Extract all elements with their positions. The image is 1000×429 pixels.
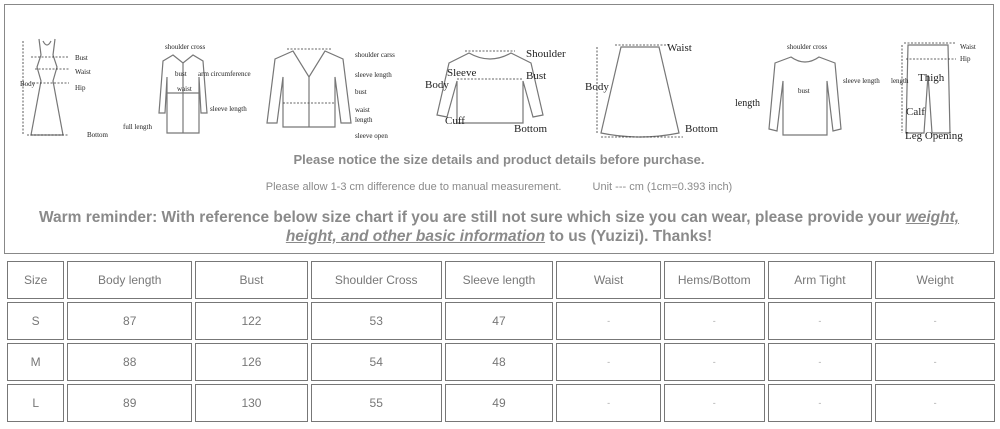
pullover-icon: [767, 53, 843, 139]
dress-icon: [17, 37, 77, 141]
sweater-shoulder-label: Shoulder: [526, 48, 566, 60]
column-header: Bust: [195, 261, 308, 299]
size-cell: L: [7, 384, 64, 422]
table-header-row: [7, 261, 995, 299]
sweater-body-label: Body: [425, 79, 449, 91]
table-cell: 53: [311, 302, 442, 340]
coat-diagram: [155, 53, 211, 135]
dress-body-label: Body: [20, 80, 36, 88]
measurement-notice: [5, 181, 993, 193]
coat-bust-label: bust: [175, 70, 187, 78]
table-cell: -: [768, 384, 873, 422]
sweater-bust-label: Bust: [526, 70, 547, 82]
coat-length-label: full length: [123, 123, 152, 131]
pants-diagram: [898, 41, 958, 137]
dress-bust-label: Bust: [75, 54, 88, 62]
sweater-cuff-label: Cuff: [445, 115, 465, 127]
size-table: [4, 258, 998, 425]
column-header: Waist: [556, 261, 661, 299]
jacket-shoulder-label: shoulder carss: [355, 51, 395, 59]
skirt-waist-label: Waist: [667, 42, 692, 54]
column-header: Shoulder Cross: [311, 261, 442, 299]
table-cell: 48: [445, 343, 554, 381]
pants-icon: [898, 41, 958, 137]
table-cell: -: [664, 384, 765, 422]
sweater-sleeve-label: Sleeve: [447, 67, 477, 79]
size-cell: S: [7, 302, 64, 340]
table-cell: -: [768, 343, 873, 381]
pullover-sleeve-label: sleeve length: [843, 77, 880, 85]
dress-waist-label: Waist: [75, 68, 91, 76]
column-header: Weight: [875, 261, 995, 299]
dress-bottom-label: Bottom: [87, 131, 109, 139]
table-cell: -: [556, 343, 661, 381]
jacket-sleeve-open-label: sleeve open: [355, 132, 388, 140]
pullover-length-label: length: [735, 98, 760, 109]
reminder-text: Warm reminder: With reference below size chart if you are still not sure which size you can wear, please provide your: [38, 209, 902, 226]
pants-calf-label: Calf: [906, 106, 925, 118]
dress-hip-label: Hip: [75, 84, 86, 92]
table-cell: -: [556, 384, 661, 422]
jacket-length-label: length: [355, 116, 373, 124]
table-cell: 87: [67, 302, 192, 340]
pants-thigh-label: Thigh: [918, 72, 945, 84]
table-cell: 122: [195, 302, 308, 340]
dress-diagram: [17, 37, 77, 141]
jacket-bust-label: bust: [355, 88, 367, 96]
column-header: Body length: [67, 261, 192, 299]
table-cell: 130: [195, 384, 308, 422]
table-cell: -: [768, 302, 873, 340]
pants-length-label: length: [891, 77, 909, 85]
pullover-shoulder-label: shoulder cross: [787, 43, 828, 51]
pullover-diagram: [767, 53, 843, 139]
purchase-notice: Please notice the size details and product details before purchase.: [293, 152, 705, 167]
jacket-waist-label: waist: [355, 106, 370, 114]
reminder-weight-link[interactable]: weight,: [905, 209, 960, 226]
table-row: [7, 384, 995, 422]
table-cell: 55: [311, 384, 442, 422]
table-cell: -: [664, 343, 765, 381]
table-cell: -: [875, 384, 995, 422]
column-header: Hems/Bottom: [664, 261, 765, 299]
reminder-info-link[interactable]: height, and other basic information: [285, 228, 546, 245]
sweater-bottom-label: Bottom: [514, 123, 548, 135]
reminder-end-text: to us (Yuzizi). Thanks!: [545, 228, 713, 245]
table-cell: 54: [311, 343, 442, 381]
coat-icon: [155, 53, 211, 135]
size-guide-panel: [4, 4, 994, 254]
column-header: Sleeve length: [445, 261, 554, 299]
pullover-bust-label: bust: [798, 87, 810, 95]
table-cell: 49: [445, 384, 554, 422]
coat-arm-label: arm circumference: [198, 70, 251, 78]
size-cell: M: [7, 343, 64, 381]
table-cell: 126: [195, 343, 308, 381]
pants-leg-opening-label: Leg Opening: [905, 130, 963, 142]
skirt-bottom-label: Bottom: [685, 123, 719, 135]
table-row: [7, 302, 995, 340]
table-row: [7, 343, 995, 381]
coat-shoulder-label: shoulder cross: [165, 43, 206, 51]
warm-reminder: [5, 208, 993, 246]
coat-waist-label: waist: [177, 85, 192, 93]
jacket-diagram: [263, 47, 355, 131]
jacket-sleeve-label: sleeve length: [355, 71, 392, 79]
table-cell: 47: [445, 302, 554, 340]
table-cell: 89: [67, 384, 192, 422]
jacket-icon: [263, 47, 355, 131]
unit-text: Unit --- cm (1cm=0.393 inch): [592, 181, 733, 193]
coat-sleeve-label: sleeve length: [210, 105, 247, 113]
pants-waist-label: Waist: [960, 43, 976, 51]
pants-hip-label: Hip: [960, 55, 971, 63]
table-cell: -: [875, 343, 995, 381]
column-header: Size: [7, 261, 64, 299]
skirt-body-label: Body: [585, 81, 609, 93]
table-cell: -: [875, 302, 995, 340]
column-header: Arm Tight: [768, 261, 873, 299]
table-cell: -: [556, 302, 661, 340]
measurement-difference-text: Please allow 1-3 cm difference due to manual measurement.: [265, 181, 562, 193]
table-cell: 88: [67, 343, 192, 381]
table-cell: -: [664, 302, 765, 340]
